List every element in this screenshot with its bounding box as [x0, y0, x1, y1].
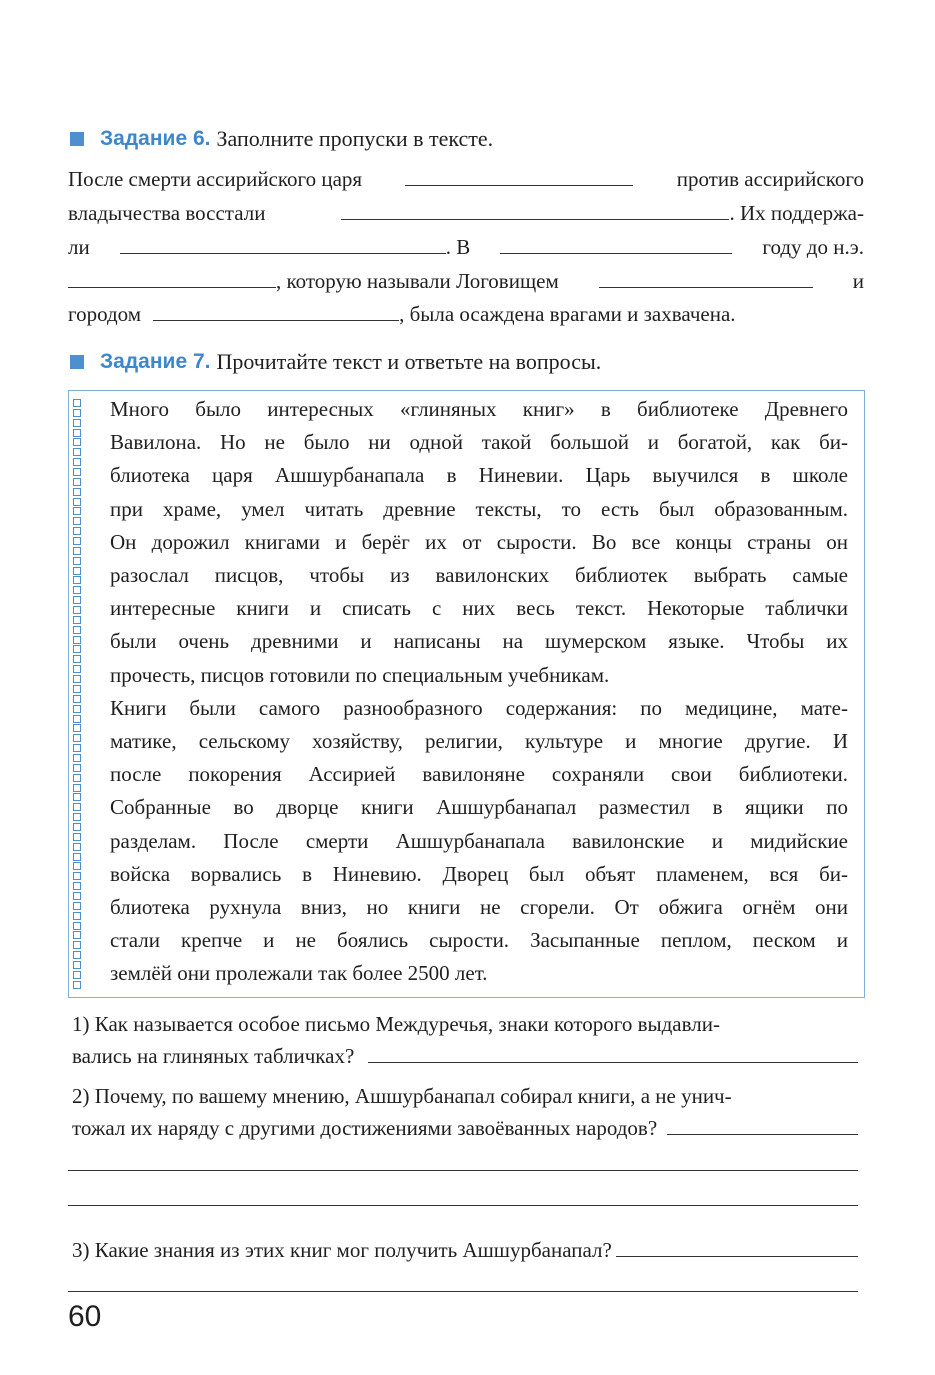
border-square-icon — [73, 853, 81, 861]
fill-blank[interactable] — [341, 199, 729, 220]
question-1-line-2 — [72, 1039, 858, 1073]
border-square-icon — [73, 823, 81, 831]
border-square-icon — [73, 951, 81, 959]
border-square-icon — [73, 498, 81, 506]
border-square-icon — [73, 458, 81, 466]
task-6-instruction: Заполните пропуски в тексте. — [216, 126, 494, 151]
fill-blank[interactable] — [153, 300, 399, 321]
border-square-icon — [73, 409, 81, 417]
border-square-icon — [73, 862, 81, 870]
text-fragment: городом — [68, 302, 142, 326]
answer-line[interactable] — [68, 1170, 858, 1171]
fill-blank[interactable] — [405, 165, 633, 186]
border-square-icon — [73, 784, 81, 792]
blank-group — [341, 196, 864, 230]
question-2-line-1 — [72, 1079, 858, 1113]
text-fragment: После смерти ассирийского царя — [68, 167, 363, 191]
question-3-text: 3) Какие знания из этих книг мог получить Ашшурбанапал? — [72, 1238, 612, 1262]
border-square-icon — [73, 665, 81, 673]
border-square-icon — [73, 685, 81, 693]
border-square-icon — [73, 399, 81, 407]
answer-blank[interactable] — [667, 1114, 858, 1135]
border-square-icon — [73, 675, 81, 683]
text-fragment: , была осаждена врагами и захвачена. — [399, 302, 736, 326]
border-square-icon — [73, 645, 81, 653]
border-square-icon — [73, 616, 81, 624]
border-square-icon — [73, 843, 81, 851]
fill-blank[interactable] — [599, 267, 813, 288]
reading-text-line: Он дорожил книгами и берёг их от сырости. Во все концы страны он — [110, 529, 848, 554]
border-square-icon — [73, 438, 81, 446]
border-square-icon — [73, 872, 81, 880]
bullet-square-icon — [70, 132, 84, 146]
page-number: 60 — [68, 1300, 102, 1333]
reading-text-line: интересные книги и списать с них весь текст. Некоторые таблички — [110, 596, 848, 621]
border-square-icon — [73, 695, 81, 703]
reading-text-line: матике, сельскому хозяйству, религии, культуре и многие другие. И — [110, 729, 848, 753]
task-6-line-4 — [68, 264, 864, 298]
question-3-line-1 — [72, 1233, 858, 1267]
text-fragment: . Их поддержа- — [729, 201, 864, 225]
border-square-icon — [73, 557, 81, 565]
question-2-text: 2) Почему, по вашему мнению, Ашшурбанапал собирал книги, а не унич- — [72, 1084, 732, 1108]
task-6-label: Задание 6. — [100, 127, 211, 150]
fill-blank[interactable] — [120, 233, 446, 254]
task-7-instruction: Прочитайте текст и ответьте на вопросы. — [216, 349, 602, 374]
border-square-icon — [73, 576, 81, 584]
border-square-icon — [73, 833, 81, 841]
border-square-icon — [73, 892, 81, 900]
question-1-text: 1) Как называется особое письмо Междуречья, знаки которого выдавли- — [72, 1012, 720, 1036]
border-square-icon — [73, 754, 81, 762]
task-6-line-3 — [68, 230, 864, 264]
decorative-border-dots — [73, 399, 83, 989]
question-2-text: тожал их наряду с другими достижениями завоёванных народов? — [72, 1116, 658, 1140]
reading-text-line: прочесть, писцов готовили по специальным учебникам. — [110, 662, 610, 687]
border-square-icon — [73, 813, 81, 821]
border-square-icon — [73, 547, 81, 555]
text-fragment: ли — [68, 235, 90, 259]
border-square-icon — [73, 724, 81, 732]
text-fragment: против ассирийского — [676, 167, 864, 191]
blank-group — [68, 264, 559, 298]
border-square-icon — [73, 478, 81, 486]
reading-text-line: разделам. После смерти Ашшурбанапала вавилонские и мидийские — [110, 828, 848, 853]
reading-text-line: после покорения Ассирией вавилоняне сохраняли свои библиотеки. — [110, 762, 848, 787]
answer-line[interactable] — [68, 1291, 858, 1292]
answer-blank[interactable] — [368, 1042, 858, 1063]
reading-text-line: стали крепче и не боялись сырости. Засыпанные пеплом, песком и — [110, 928, 848, 953]
border-square-icon — [73, 902, 81, 910]
border-square-icon — [73, 429, 81, 437]
border-square-icon — [73, 586, 81, 594]
border-square-icon — [73, 636, 81, 644]
task-6-line-2 — [68, 196, 864, 230]
border-square-icon — [73, 715, 81, 723]
question-2-line-2 — [72, 1111, 858, 1145]
border-square-icon — [73, 567, 81, 575]
answer-line[interactable] — [68, 1205, 858, 1206]
reading-text-line: Книги были самого разнообразного содержания: по медицине, мате- — [110, 695, 848, 720]
border-square-icon — [73, 882, 81, 890]
reading-text-line: Много было интересных «глиняных книг» в библиотеке Древнего — [110, 397, 848, 421]
border-square-icon — [73, 774, 81, 782]
fill-blank[interactable] — [68, 267, 276, 288]
task-6-line-1 — [68, 162, 864, 196]
fill-blank[interactable] — [500, 233, 732, 254]
border-square-icon — [73, 764, 81, 772]
text-fragment: , которую называли Логовищем — [276, 269, 559, 293]
border-square-icon — [73, 803, 81, 811]
border-square-icon — [73, 517, 81, 525]
task-7-label: Задание 7. — [100, 350, 211, 373]
border-square-icon — [73, 655, 81, 663]
task-6-line-5 — [68, 297, 864, 331]
reading-text-line: разослал писцов, чтобы из вавилонских библиотек выбрать самые — [110, 563, 848, 587]
task-6-heading — [70, 122, 493, 156]
border-square-icon — [73, 941, 81, 949]
answer-blank[interactable] — [616, 1236, 858, 1257]
text-fragment: владычества восстали — [68, 201, 266, 225]
border-square-icon — [73, 931, 81, 939]
border-square-icon — [73, 537, 81, 545]
reading-text-line: войска ворвались в Ниневию. Дворец был объят пламенем, вся би- — [110, 861, 848, 886]
blank-group — [120, 230, 471, 264]
reading-text-line: Собранные во дворце книги Ашшурбанапал разместил в ящики по — [110, 795, 848, 820]
text-fragment: и — [852, 269, 864, 293]
reading-text-line: землёй они пролежали так более 2500 лет. — [110, 961, 488, 986]
border-square-icon — [73, 971, 81, 979]
reading-text-line: блиотека царя Ашшурбанапала в Ниневии. Царь выучился в школе — [110, 463, 848, 488]
border-square-icon — [73, 527, 81, 535]
bullet-square-icon — [70, 355, 84, 369]
border-square-icon — [73, 705, 81, 713]
reading-text-line: блиотека рухнула вниз, но книги не сгорели. От обжига огнём они — [110, 895, 848, 919]
text-fragment: . В — [445, 235, 471, 259]
task-7-heading — [70, 345, 601, 379]
border-square-icon — [73, 961, 81, 969]
reading-text-line: были очень древними и написаны на шумерском языке. Чтобы их — [110, 629, 848, 654]
question-1-line-1 — [72, 1007, 858, 1041]
question-1-text: вались на глиняных табличках? — [72, 1044, 355, 1068]
border-square-icon — [73, 744, 81, 752]
border-square-icon — [73, 448, 81, 456]
text-fragment: году до н.э. — [762, 235, 864, 259]
reading-text-line: при храме, умел читать древние тексты, то есть был образованным. — [110, 496, 848, 521]
border-square-icon — [73, 626, 81, 634]
border-square-icon — [73, 793, 81, 801]
reading-text-line: Вавилона. Но не было ни одной такой большой и богатой, как би- — [110, 430, 848, 455]
border-square-icon — [73, 981, 81, 989]
border-square-icon — [73, 419, 81, 427]
border-square-icon — [73, 734, 81, 742]
border-square-icon — [73, 912, 81, 920]
border-square-icon — [73, 596, 81, 604]
border-square-icon — [73, 488, 81, 496]
border-square-icon — [73, 606, 81, 614]
border-square-icon — [73, 507, 81, 515]
border-square-icon — [73, 468, 81, 476]
border-square-icon — [73, 922, 81, 930]
